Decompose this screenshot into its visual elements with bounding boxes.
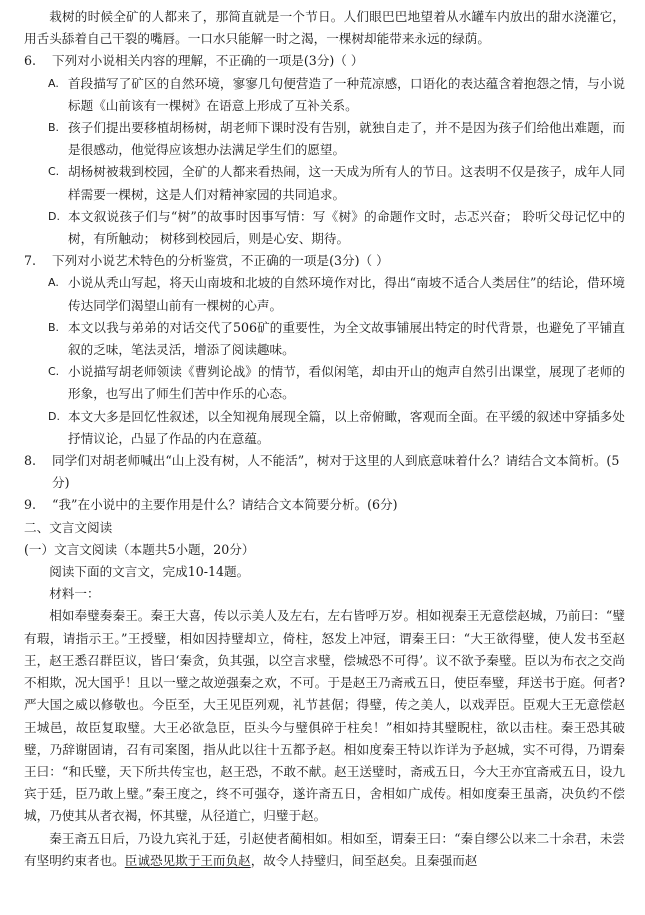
option-d: D. 本文叙说孩子们与“树”的故事时因事写情：写《树》的命题作文时，忐忑兴奋； 聆听父母记忆中的树，有所触动； 树移到校园后，则是心安、期待。 <box>48 208 625 247</box>
question-number: 8. <box>24 453 37 469</box>
question-stem: 下列对小说艺术特色的分析鉴赏，不正确的一项是(3分)（ ） <box>52 253 389 269</box>
story-closing-paragraph: 栽树的时候全矿的人都来了，那简直就是一个节日。人们眼巴巴地望着从水罐车内放出的甜水浇灌它，用舌头舔着自己干裂的嘴唇。一口水只能解一时之渴，一棵树却能带来永远的绿荫。 <box>24 9 625 47</box>
question-text: 同学们对胡老师喊出“山上没有树，人不能活”，树对于这里的人到底意味着什么？请结合文本简析。(5分) <box>52 453 620 491</box>
subsection-heading: (一）文言文阅读（本题共5小题，20分） <box>24 541 255 557</box>
question-6 <box>24 50 625 250</box>
section-heading: 二、文言文阅读 <box>24 519 113 535</box>
option-a: A. 小说从秃山写起，将天山南坡和北坡的自然环境作对比，得出“南坡不适合人类居住”的结论，借环境传达同学们渴望山前有一棵树的心声。 <box>48 275 625 313</box>
underlined-sentence: 臣诚恐见欺于王而负赵 <box>124 852 251 868</box>
question-stem: 下列对小说相关内容的理解，不正确的一项是(3分)（ ） <box>52 53 364 69</box>
classical-text-paragraph-2: 秦王斋五日后，乃设九宾礼于廷，引赵使者蔺相如。相如至，谓秦王曰：“秦自缪公以来二十余君，未尝有坚明约束者也。臣诚恐见欺于王而负赵，故令人持璧归，间至赵矣。且秦强而赵 <box>24 830 625 868</box>
option-c: C. 小说描写胡老师领读《曹刿论战》的情节，看似闲笔，却由开山的炮声自然引出课堂，展现了老师的形象，也写出了师生们苦中作乐的心态。 <box>48 364 625 402</box>
option-d: D. 本文大多是回忆性叙述，以全知视角展现全篇，以上帝俯瞰，客观而全面。在平缓的叙述中穿插多处抒情议论，凸显了作品的内在意蕴。 <box>48 408 625 446</box>
reading-instruction: 阅读下面的文言文，完成10-14题。 <box>49 564 250 580</box>
option-b: B. 本文以我与弟弟的对话交代了506矿的重要性，为全文故事铺展出特定的时代背景，也避免了平铺直叙的乏味，笔法灵活，增添了阅读趣味。 <box>48 319 625 358</box>
question-number: 9. <box>24 497 37 513</box>
material-label: 材料一： <box>49 586 100 602</box>
question-text: “我”在小说中的主要作用是什么？请结合文本简要分析。(6分) <box>52 497 398 513</box>
option-b: B. 孩子们提出要移植胡杨树，胡老师下课时没有告别，就独自走了，并不是因为孩子们给他出难题，而是很感动，他觉得应该想办法满足学生们的愿望。 <box>48 120 625 158</box>
classical-text-paragraph-1: 相如奉璧奏秦王。秦王大喜，传以示美人及左右，左右皆呼万岁。相如视秦王无意偿赵城，乃前曰：“璧有瑕，请指示王。”王授璧，相如因持璧却立，倚柱，怒发上冲冠，谓秦王曰：“大王欲得璧，使人发书至赵王，赵王悉召群臣议，皆曰‘秦贪，负其强，以空言求璧，偿城恐不可得’。议不欲予秦璧。臣以为布衣之交尚不相欺，况大国乎！且以一璧之故逆强秦之欢，不可。于是赵王乃斋戒五日，使臣奉璧，拜送书于庭。何者?严大国之威以修敬也。今臣至，大王见臣列观，礼节甚倨；得璧，传之美人，以戏弄臣。臣观大王无意偿赵王城邑，故臣复取璧。大王必欲急臣，臣头今与璧俱碎于柱矣！”相如持其璧睨柱，欲以击柱。秦王恐其破璧，乃辞谢固请，召有司案图，指从此以往十五都予赵。相如度秦王特以诈详为予赵城，实不可得，乃谓秦王曰：“和氏璧，天下所共传宝也，赵王恐，不敢不献。赵王送璧时，斋戒五日，今大王亦宜斋戒五日，设九宾于廷，臣乃敢上璧。”秦王度之，终不可强夺，遂许斋五日，舍相如广成传。相如度秦王虽斋，决负约不偿城，乃使其从者衣褐，怀其璧，从径道亡，归璧于赵。 <box>24 608 625 824</box>
option-c: C. 胡杨树被栽到校园，全矿的人都来看热闹，这一天成为所有人的节日。这表明不仅是孩子，成年人同样需要一棵树，这是人们对精神家园的共同追求。 <box>48 164 625 202</box>
question-7 <box>24 250 625 450</box>
question-number: 6. <box>24 53 37 69</box>
question-9 <box>24 494 625 516</box>
option-a: A. 首段描写了矿区的自然环境，寥寥几句便营造了一种荒凉感，口语化的表达蕴含着抱怨之情，与小说标题《山前该有一棵树》在语意上形成了互补关系。 <box>48 75 625 113</box>
question-number: 7. <box>24 253 37 269</box>
question-8 <box>24 450 625 494</box>
